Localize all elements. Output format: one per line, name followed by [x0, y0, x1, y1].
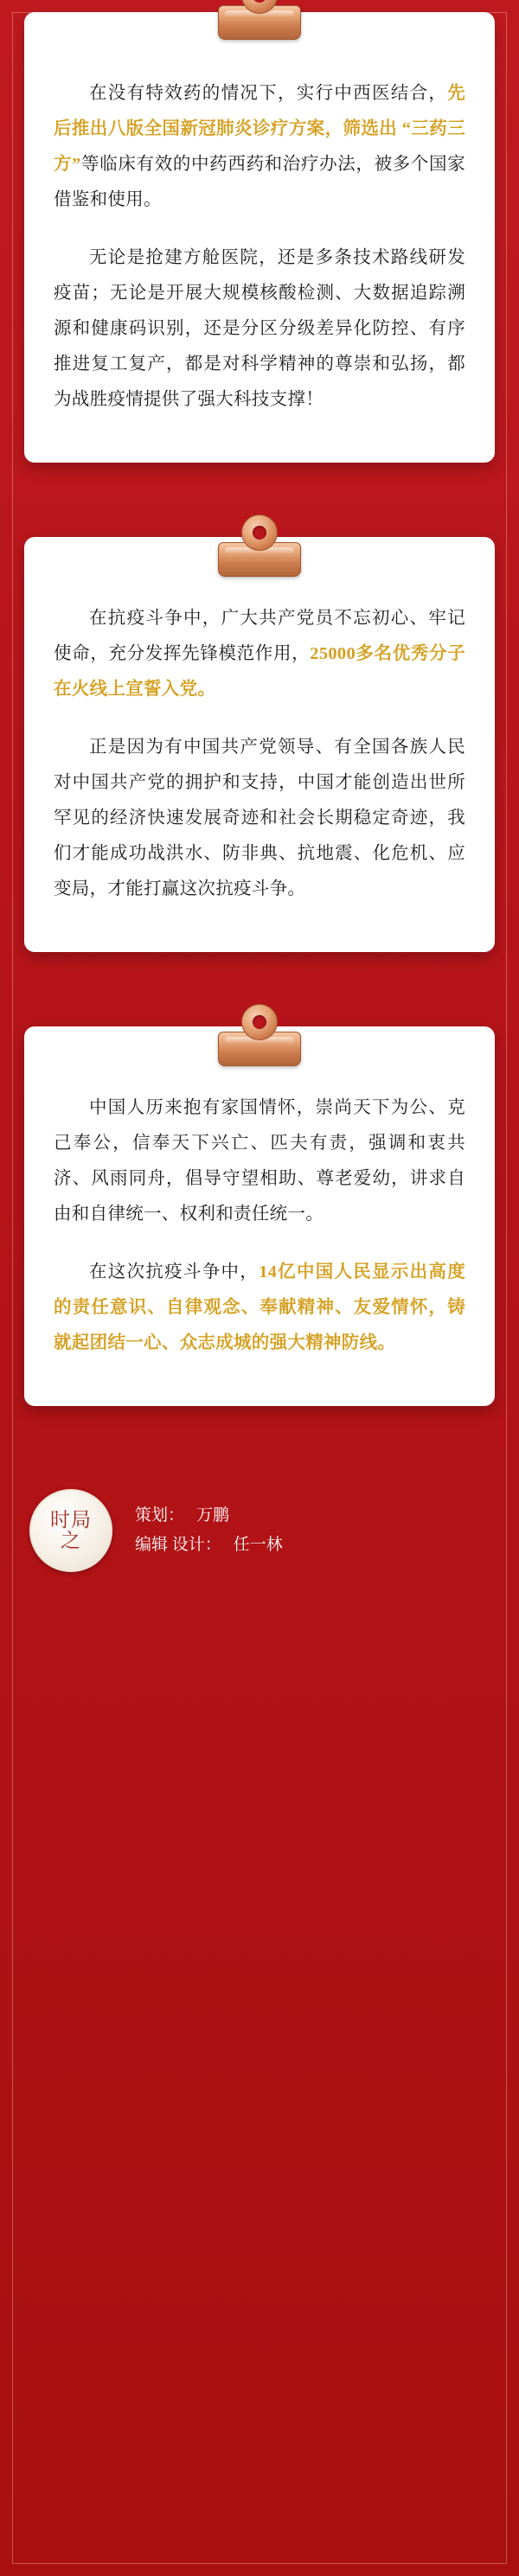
text-run: 在没有特效药的情况下，实行中西医结合， — [89, 84, 448, 103]
text-run: 正是因为有中国共产党领导、有全国各族人民对中国共产党的拥护和支持，中国才能创造出世所罕见的经济快速发展奇迹和社会长期稳定奇迹，我们才能成功战洪水、防非典、抗地震、化危机、应变局，才能打赢这次抗疫斗争。 — [54, 738, 465, 898]
paperclip-icon — [218, 1004, 301, 1068]
paragraph — [54, 240, 465, 418]
content-card-2 — [24, 537, 495, 952]
paragraph — [54, 1090, 465, 1232]
highlight-number: 25000多名 — [310, 644, 393, 663]
text-run: 等临床有效的中药西药和治疗办法，被多个国家借鉴和使用。 — [54, 155, 465, 209]
seal-text: 时局之 — [50, 1509, 92, 1551]
paperclip-icon — [218, 515, 301, 578]
content-card-1 — [24, 12, 495, 463]
content-card-3 — [24, 1026, 495, 1406]
highlight-run: 中国人民显示出高度的责任意识、自律观念、奉献精神、友爱情怀，铸就起团结一心、众志成城的强大精神防线。 — [54, 1262, 466, 1352]
paragraph — [54, 730, 465, 907]
paragraph — [54, 601, 465, 707]
highlight-run: 先后推出八版全国新冠肺炎诊疗方案，筛选出 “三药三方” — [54, 84, 465, 174]
highlight-run: 优秀分子在火线上宣誓入党。 — [54, 644, 465, 699]
paperclip-icon — [218, 0, 301, 42]
footer — [0, 1480, 519, 1607]
credit-label: 策划： — [135, 1506, 185, 1525]
card-wrap-3 — [24, 1026, 495, 1406]
seal-logo — [29, 1489, 112, 1572]
text-run: 在这次抗疫斗争中， — [89, 1262, 260, 1282]
text-run: 在抗疫斗争中，广大共产党员不忘初心、牢记使命，充分发挥先锋模范作用， — [54, 609, 465, 663]
credits-block — [135, 1501, 283, 1560]
credit-value: 万鹏 — [196, 1506, 230, 1525]
credit-row — [135, 1501, 283, 1531]
card-wrap-2 — [24, 537, 495, 952]
highlight-number: 14亿 — [259, 1262, 297, 1282]
text-run: 中国人历来抱有家国情怀，崇尚天下为公、克己奉公，信奉天下兴亡、匹夫有责，强调和衷共济、风雨同舟，倡导守望相助、尊老爱幼，讲求自由和自律统一、权利和责任统一。 — [54, 1098, 465, 1224]
credit-row — [135, 1531, 283, 1560]
credit-value: 任一林 — [233, 1536, 283, 1554]
paragraph — [54, 1255, 465, 1361]
paragraph — [54, 76, 465, 218]
credit-label: 编辑 设计： — [135, 1536, 221, 1554]
card-wrap-1 — [24, 0, 495, 463]
text-run: 无论是抢建方舱医院，还是多条技术路线研发疫苗；无论是开展大规模核酸检测、大数据追踪溯源和健康码识别，还是分区分级差异化防控、有序推进复工复产，都是对科学精神的尊崇和弘扬，都为战胜疫情提供了强大科技支撑！ — [54, 248, 465, 409]
